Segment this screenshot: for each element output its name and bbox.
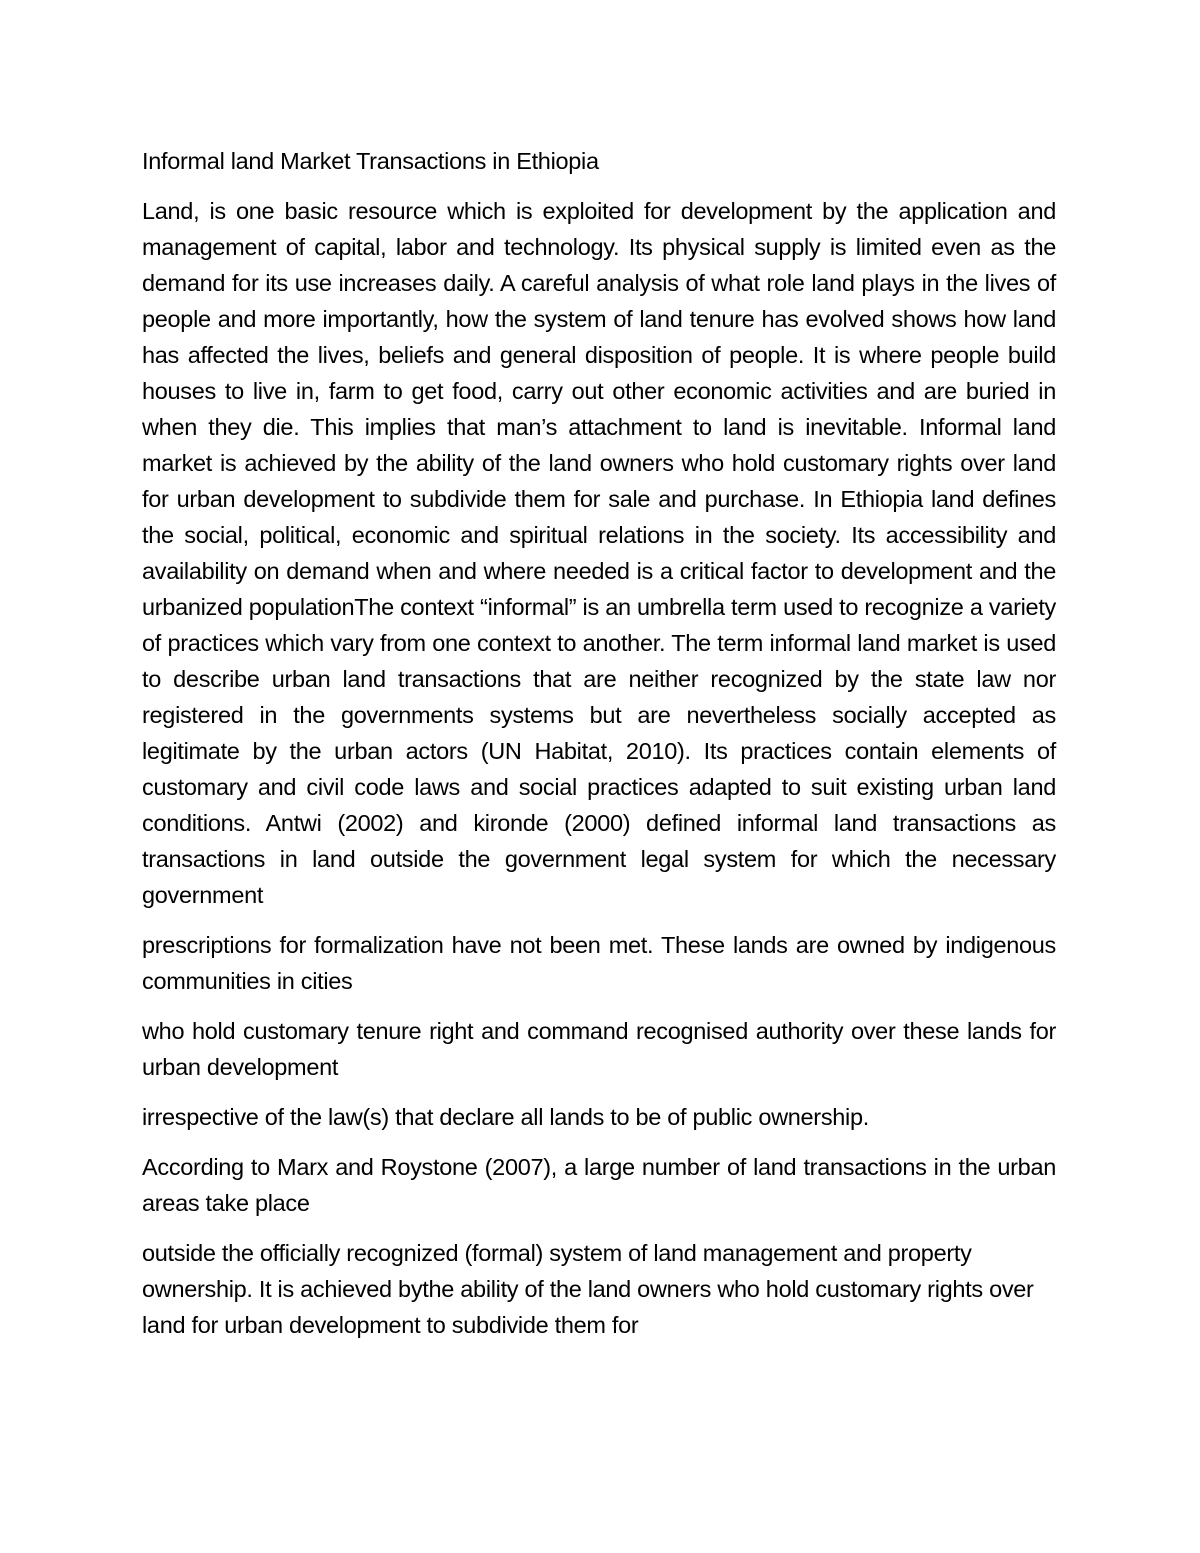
paragraph-6: outside the officially recognized (formal) system of land management and property ownership. It is achieved bythe ability of the land owners who hold customary rights over land for urban development to subdivide them for: [142, 1240, 1034, 1338]
paragraph-1: Land, is one basic resource which is exploited for development by the application and management of capital, labor and technology. Its physical supply is limited even as the demand for its use increases daily. A careful analysis of what role land plays in the lives of people and more importantly, how the system of land tenure has evolved shows how land has affected the lives, beliefs and general disposition of people. It is where people build houses to live in, farm to get food, carry out other economic activities and are buried in when they die. This implies that man’s attachment to land is inevitable. Informal land market is achieved by the ability of the land owners who hold customary rights over land for urban development to subdivide them for sale and purchase. In Ethiopia land defines the social, political, economic and spiritual relations in the society. Its accessibility and availability on demand when and where needed is a critical factor to development and the urbanized populationThe context “informal” is an umbrella term used to recognize a variety of practices which vary from one context to another. The term informal land market is used to describe urban land transactions that are neither recognized by the state law nor registered in the governments systems but are nevertheless socially accepted as legitimate by the urban actors (UN Habitat, 2010). Its practices contain elements of customary and civil code laws and social practices adapted to suit existing urban land conditions. Antwi (2002) and kironde (2000) defined informal land transactions as transactions in land outside the government legal system for which the necessary government: [142, 198, 1056, 908]
paragraph-5: According to Marx and Roystone (2007), a large number of land transactions in the urban areas take place: [142, 1154, 1056, 1216]
paragraph-4: irrespective of the law(s) that declare all lands to be of public ownership.: [142, 1104, 869, 1130]
paragraph-2: prescriptions for formalization have not been met. These lands are owned by indigenous communities in cities: [142, 932, 1056, 994]
document-title: Informal land Market Transactions in Ethiopia: [142, 148, 599, 174]
document-body: [142, 143, 1056, 1357]
paragraph-3: who hold customary tenure right and command recognised authority over these lands for urban development: [142, 1018, 1056, 1080]
